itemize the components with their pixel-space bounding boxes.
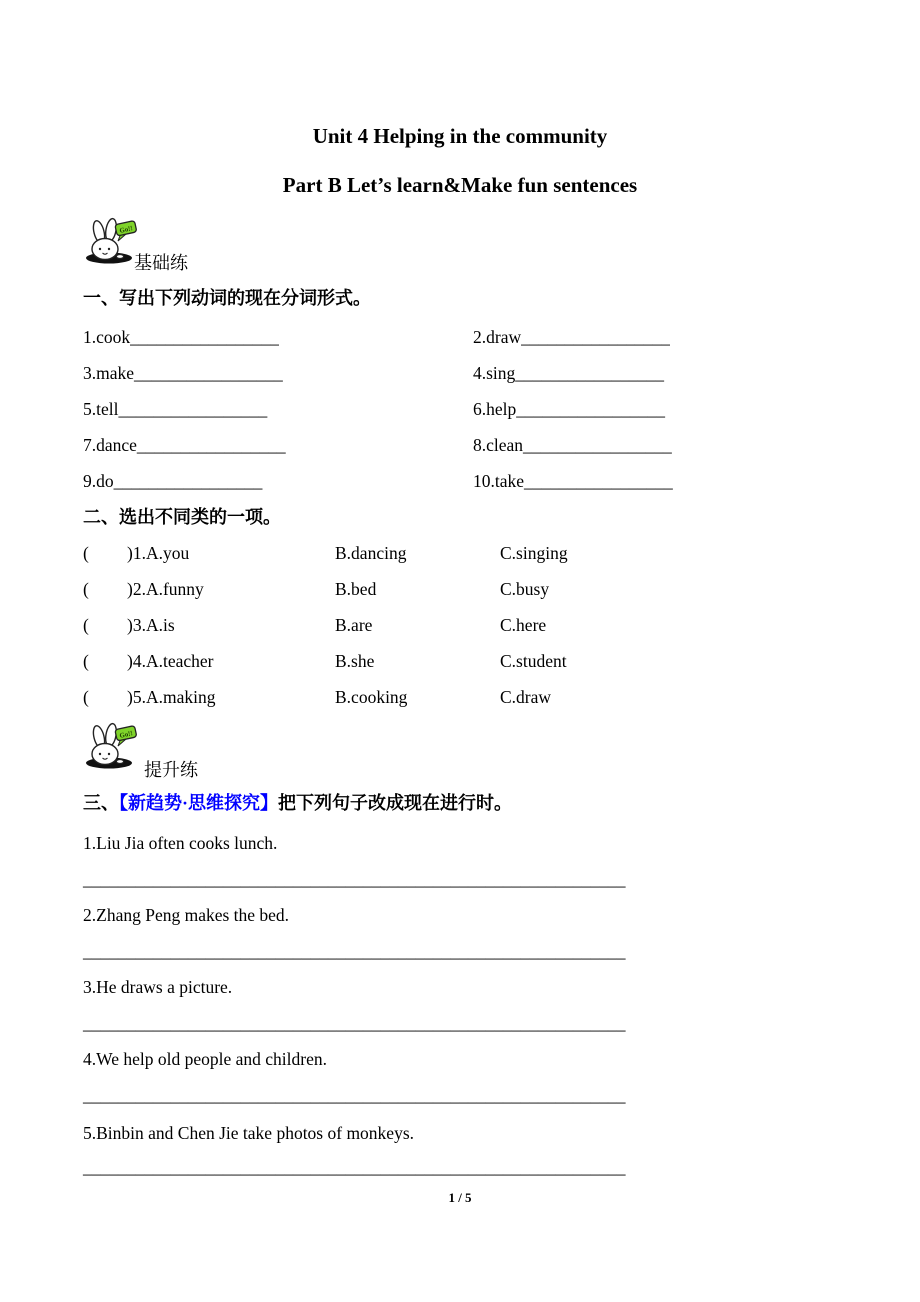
advanced-practice-label: 提升练 <box>144 760 198 780</box>
choice-b: B.are <box>335 615 373 635</box>
verb-item: 2.draw_________________ <box>473 327 670 347</box>
choice-b: B.cooking <box>335 687 408 707</box>
verb-item: 3.make_________________ <box>83 363 283 383</box>
part1-heading: 一、写出下列动词的现在分词形式。 <box>83 288 371 308</box>
part3-heading-number: 三、 <box>83 793 119 813</box>
rabbit-eye <box>108 753 110 755</box>
choice-a: )1.A.you <box>127 543 190 563</box>
choice-row <box>0 614 920 636</box>
rabbit-paw <box>116 760 123 764</box>
answer-line: ______________________________________________________________ <box>83 941 626 961</box>
rabbit-eye <box>99 248 101 250</box>
page-title: Unit 4 Helping in the community <box>312 124 608 148</box>
verb-item: 7.dance_________________ <box>83 435 286 455</box>
rabbit-eye <box>108 248 110 250</box>
rabbit-icon <box>84 725 138 769</box>
choice-row <box>0 578 920 600</box>
answer-line: ______________________________________________________________ <box>83 1157 626 1177</box>
answer-paren: ( <box>83 579 89 599</box>
choice-c: C.draw <box>500 687 552 707</box>
rabbit-head <box>92 239 118 260</box>
choice-b: B.dancing <box>335 543 407 563</box>
sentence: 3.He draws a picture. <box>83 977 233 997</box>
verb-item: 9.do_________________ <box>83 471 263 491</box>
rabbit-paw <box>116 255 123 259</box>
rabbit-eye <box>99 753 101 755</box>
verb-item: 6.help_________________ <box>473 399 666 419</box>
sentence: 1.Liu Jia often cooks lunch. <box>83 833 278 853</box>
verb-item: 4.sing_________________ <box>473 363 665 383</box>
page-subtitle: Part B Let’s learn&Make fun sentences <box>282 173 638 197</box>
choice-row <box>0 542 920 564</box>
choice-a: )5.A.making <box>127 687 216 707</box>
choice-row <box>0 686 920 708</box>
answer-paren: ( <box>83 615 89 635</box>
choice-b: B.bed <box>335 579 377 599</box>
choice-row <box>0 650 920 672</box>
verb-item: 5.tell_________________ <box>83 399 268 419</box>
part3-heading-rest: 把下列句子改成现在进行时。 <box>278 793 513 813</box>
part3-heading-tag: 【新趋势·思维探究】 <box>119 793 279 813</box>
speech-bubble-text: Go!! <box>119 225 134 235</box>
choice-a: )3.A.is <box>127 615 175 635</box>
choice-a: )4.A.teacher <box>127 651 214 671</box>
choice-c: C.singing <box>500 543 568 563</box>
part3-heading <box>83 792 512 814</box>
page-number: 1 / 5 <box>448 1190 472 1205</box>
verb-item: 8.clean_________________ <box>473 435 672 455</box>
part2-heading: 二、选出不同类的一项。 <box>83 507 281 527</box>
choice-c: C.here <box>500 615 547 635</box>
answer-paren: ( <box>83 543 89 563</box>
choice-b: B.she <box>335 651 375 671</box>
sentence: 2.Zhang Peng makes the bed. <box>83 905 290 925</box>
speech-bubble-text: Go!! <box>119 730 134 740</box>
rabbit-icon <box>84 220 138 264</box>
sentence: 4.We help old people and children. <box>83 1049 328 1069</box>
answer-line: ______________________________________________________________ <box>83 1085 626 1105</box>
sentence: 5.Binbin and Chen Jie take photos of monkeys. <box>83 1123 415 1143</box>
answer-paren: ( <box>83 651 89 671</box>
answer-line: ______________________________________________________________ <box>83 869 626 889</box>
answer-paren: ( <box>83 687 89 707</box>
choice-c: C.busy <box>500 579 550 599</box>
choice-a: )2.A.funny <box>127 579 204 599</box>
choice-c: C.student <box>500 651 567 671</box>
rabbit-head <box>92 744 118 765</box>
verb-item: 10.take_________________ <box>473 471 673 491</box>
basic-practice-label: 基础练 <box>134 253 188 273</box>
verb-item: 1.cook_________________ <box>83 327 279 347</box>
answer-line: ______________________________________________________________ <box>83 1013 626 1033</box>
